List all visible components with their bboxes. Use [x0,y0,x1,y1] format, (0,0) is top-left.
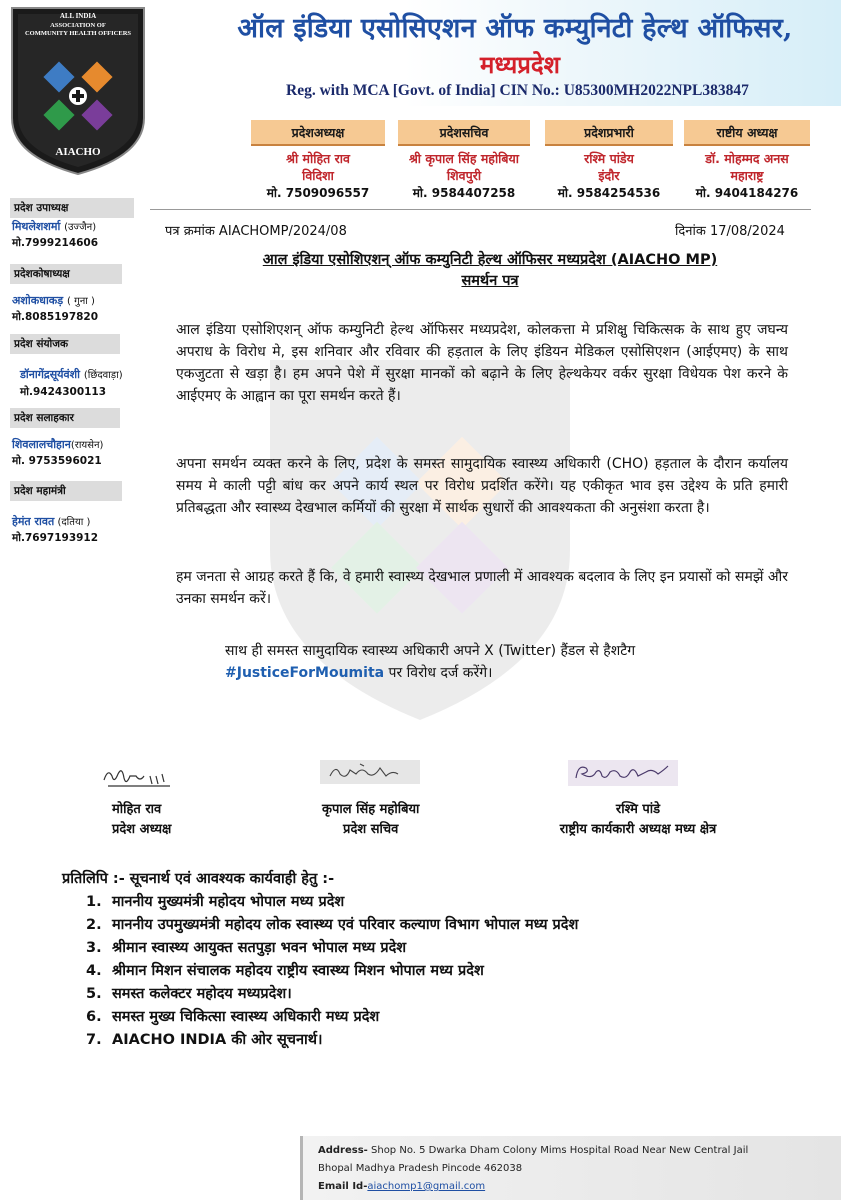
footer-address-label: Address- [318,1145,368,1156]
signatory-3-name: रश्मि पांडे [615,802,661,817]
sidebar-district-2: ( गुना ) [66,296,95,307]
sidebar-name-3 [20,367,123,382]
sidebar-district-4: (रायसेन) [70,440,104,451]
sidebar-phone-2: मो.8085197820 [12,311,99,323]
officer-designation-4: राष्टीय अध्यक्ष [684,120,810,146]
copy-item-7-text: AIACHO INDIA की ओर सूचनार्थ। [112,1032,323,1048]
copy-item [86,891,578,914]
sidebar-district-1: (उज्जैन) [64,222,97,233]
signature-3 [568,758,678,788]
signatory-1-name: मोहित राव [112,802,162,817]
sidebar-phone-3: मो.9424300113 [20,386,107,398]
copy-item-5-text: समस्त कलेक्टर महोदय मध्यप्रदेश। [112,986,292,1002]
officer-1-place: विदिशा [302,168,334,183]
officer-phone-4: मो. 9404184276 [695,186,799,200]
officer-name-2 [386,150,542,184]
header-divider [150,209,811,210]
copy-item-3-num: 3. [86,940,102,956]
signatory-1 [112,800,171,840]
sidebar-title-3: प्रदेश संयोजक [10,334,120,354]
footer-email-line [318,1181,485,1192]
logo-line-2 [8,22,148,38]
signatory-3-title: राष्ट्रीय कार्यकारी अध्यक्ष मध्य क्षेत्र [559,822,717,837]
signatory-2 [322,800,419,840]
sidebar-district-5: (दतिया ) [54,517,91,528]
officer-4-place: महाराष्ट्र [730,168,764,183]
hashtag-intro: साथ ही समस्त सामुदायिक स्वास्थ्य अधिकारी अपने X (Twitter) हैंडल से हैशटैग [225,643,636,659]
copies-heading: प्रतिलिपि :- सूचनार्थ एवं आवश्यक कार्यवाही हेतु :- [62,871,335,887]
officer-3-place: इंदौर [598,168,620,183]
hashtag-line [225,662,800,684]
signatory-3 [528,800,748,840]
copies-list [86,891,578,1052]
officer-designation-2: प्रदेशसचिव [398,120,530,146]
letter-paragraph-1: आल इंडिया एसोशिएशन् ऑफ कम्युनिटी हेल्थ ऑफिसर मध्यप्रदेश, कोलकत्ता मे प्रशिक्षु चिकित्सक के साथ हुए जघन्य अपराध के विरोध मे, इस शनिवार और रविवार की हड़ताल के लिए इंडियन मेडिकल एसोसिएशन (आईएमए) के साथ एकजुटता से खड़ा है। हम अपने पेशे में सुरक्षा मानकों को बढ़ाने के लिए हेल्थकेयर वर्कर सुरक्षा विधेयक पेश करने के आईएमए के आह्वान का पूरा समर्थन करते हैं। [176,322,788,404]
logo-line-2a: ASSOCIATION OF [50,22,106,29]
copy-item-4-text: श्रीमान मिशन संचालक महोदय राष्ट्रीय स्वास्थ्य मिशन भोपाल मध्य प्रदेश [112,963,484,979]
copy-item-6-num: 6. [86,1009,102,1025]
signatory-2-name: कृपाल सिंह महोबिया [322,802,420,817]
footer-address-text: Shop No. 5 Dwarka Dham Colony Mims Hospital Road Near New Central Jail [367,1145,749,1156]
letter-title [150,250,830,292]
copy-item [86,1029,578,1052]
org-state: मध्यप्रदेश [479,50,561,79]
org-title: ऑल इंडिया एसोसिएशन ऑफ कम्युनिटी हेल्थ ऑफिसर, [237,13,793,44]
signatory-2-title: प्रदेश सचिव [343,822,399,837]
hashtag-paragraph [225,640,800,684]
footer-email-label: Email Id- [318,1181,368,1192]
officer-2-name: श्री कृपाल सिंह महोबिया [408,151,520,166]
signatory-1-title: प्रदेश अध्यक्ष [112,822,172,837]
sidebar-title-1: प्रदेश उपाध्यक्ष [10,198,134,218]
sidebar-phone-4: मो. 9753596021 [12,455,102,467]
letter-reference: पत्र क्रमांक AIACHOMP/2024/08 [165,224,347,239]
officer-3-name: रश्मि पांडेय [584,151,634,166]
sidebar-phone-1: मो.7999214606 [12,237,99,249]
copy-item-3-text: श्रीमान स्वास्थ्य आयुक्त सतपुड़ा भवन भोपाल मध्य प्रदेश [112,940,407,956]
signature-2 [320,758,420,786]
logo-line-1: ALL INDIA [59,12,97,20]
letter-paragraph-2: अपना समर्थन व्यक्त करने के लिए, प्रदेश के समस्त सामुदायिक स्वास्थ्य अधिकारी (CHO) हड़ताल के दौरान कर्यालय समय मे काली पट्टी बांध कर अपने कार्य स्थल पर विरोध प्रदर्शित करेंगे। यह एकीकृत भाव इस उद्देश्य के प्रति हमारी प्रतिबद्धता और स्वास्थ्य देखभाल कर्मियों की सुरक्षा में सार्थक सुधारों की आवश्यकता की अनुसंशा करता है। [176,456,788,516]
copy-item-4-num: 4. [86,963,102,979]
copy-item-7-num: 7. [86,1032,102,1048]
sidebar-name-5 [12,514,90,529]
copy-item [86,983,578,1006]
officer-name-4 [684,150,810,184]
sidebar-title-2: प्रदेशकोषाध्यक्ष [10,264,122,284]
registration-line: Reg. with MCA [Govt. of India] CIN No.: U85300MH2022NPL383847 [286,82,749,99]
letter-paragraph-3: हम जनता से आग्रह करते हैं कि, वे हमारी स्वास्थ्य देखभाल प्रणाली में आवश्यक बदलाव के लिए इन प्रयासों को समझें और उनका समर्थन करें। [176,569,788,607]
sidebar-name-4-text: शिवलालचौहान [12,438,71,451]
copy-item [86,937,578,960]
footer-email-link[interactable]: aiachomp1@gmail.com [367,1181,486,1192]
sidebar-name-3-text: डॉनागेंद्रसूर्यवंशी [20,368,80,381]
sidebar-title-5: प्रदेश महामंत्री [10,481,122,501]
officer-1-name: श्री मोहित राव [286,151,350,166]
copy-item [86,1006,578,1029]
officer-phone-3: मो. 9584254536 [557,186,661,200]
copy-item-1-num: 1. [86,894,102,910]
officer-4-name: डॉ. मोहम्मद अनस [705,151,789,166]
copy-item-1-text: माननीय मुख्यमंत्री महोदय भोपाल मध्य प्रदेश [112,894,345,910]
sidebar-name-2-text: अशोकधाकड़ [12,294,64,307]
copy-item-5-num: 5. [86,986,102,1002]
officer-name-1 [251,150,385,184]
copy-item [86,914,578,937]
officer-2-place: शिवपुरी [446,168,482,183]
signature-1 [100,762,180,792]
letter-title-line-2: समर्थन पत्र [461,273,519,289]
copy-item [86,960,578,983]
hashtag-suffix: पर विरोध दर्ज करेंगे। [384,665,493,681]
sidebar-name-1 [12,219,96,234]
sidebar-name-2 [12,293,95,308]
officer-phone-2: मो. 9584407258 [412,186,516,200]
logo-line-2b: COMMUNITY HEALTH OFFICERS [24,30,132,37]
sidebar-name-1-text: मिथलेशशर्मा [12,220,61,233]
logo-acronym: AIACHO [55,146,101,158]
officer-phone-1: मो. 7509096557 [266,186,370,200]
sidebar-phone-5: मो.7697193912 [12,532,99,544]
copy-item-2-num: 2. [86,917,102,933]
officer-designation-1: प्रदेशअध्यक्ष [251,120,385,146]
officer-name-3 [545,150,673,184]
sidebar-title-4: प्रदेश सलाहकार [10,408,120,428]
letter-date: दिनांक 17/08/2024 [675,224,785,239]
hashtag-link[interactable]: #JusticeForMoumita [225,665,385,681]
footer-address-line-2: Bhopal Madhya Pradesh Pincode 462038 [318,1163,523,1174]
officer-designation-3: प्रदेशप्रभारी [545,120,673,146]
letter-title-line-1: आल इंडिया एसोशिएशन् ऑफ कम्युनिटी हेल्थ ऑफिसर मध्यप्रदेश (AIACHO MP) [262,252,718,268]
sidebar-name-5-text: हेमंत रावत [12,515,55,528]
sidebar-district-3: (छिंदवाड़ा) [83,370,123,381]
sidebar-name-4 [12,437,103,452]
footer-address-line-1 [318,1145,748,1156]
copy-item-2-text: माननीय उपमुख्यमंत्री महोदय लोक स्वास्थ्य एवं परिवार कल्याण विभाग भोपाल मध्य प्रदेश [112,917,579,933]
copy-item-6-text: समस्त मुख्य चिकित्सा स्वास्थ्य अधिकारी मध्य प्रदेश [112,1009,380,1025]
